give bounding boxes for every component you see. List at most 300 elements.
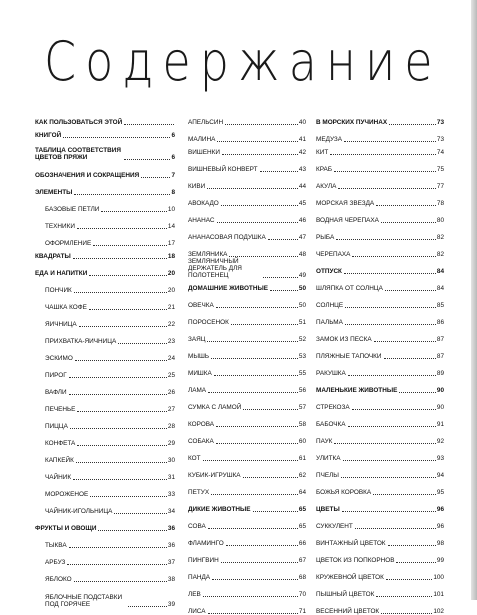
toc-page-number: 22 — [167, 321, 175, 328]
toc-leader-dots — [260, 171, 298, 172]
toc-leader-dots — [226, 545, 298, 546]
toc-leader-dots — [89, 275, 167, 276]
toc-section-entry[interactable] — [35, 515, 175, 532]
toc-entry-label: ЦВЕТЫ — [316, 506, 340, 513]
toc-entry[interactable] — [35, 549, 175, 566]
toc-leader-dots — [76, 462, 167, 463]
toc-page-number: 64 — [298, 489, 306, 496]
toc-entry[interactable] — [188, 581, 306, 598]
toc-page-number: 70 — [298, 591, 306, 598]
toc-page-number: 71 — [298, 608, 306, 615]
toc-page-number: 78 — [436, 200, 444, 207]
toc-entry[interactable] — [316, 547, 444, 564]
toc-page-number: 31 — [167, 474, 175, 481]
toc-leader-dots — [77, 228, 167, 229]
toc-page-number: 73 — [436, 136, 444, 143]
toc-entry[interactable] — [316, 564, 444, 581]
toc-leader-dots — [216, 307, 298, 308]
toc-page-number: 96 — [436, 523, 444, 530]
toc-section-entry[interactable] — [316, 496, 444, 513]
toc-entry-label: ШЛЯПКА ОТ СОЛНЦА — [316, 285, 383, 292]
toc-entry[interactable] — [35, 413, 175, 430]
toc-entry-label: ВИНТАЖНЫЙ ЦВЕТОК — [316, 540, 386, 547]
toc-page-number: 94 — [436, 472, 444, 479]
toc-page-number: 42 — [298, 149, 306, 156]
toc-entry[interactable] — [188, 564, 306, 581]
toc-entry-label: СОБАКА — [188, 438, 214, 445]
toc-entry[interactable] — [35, 213, 175, 230]
toc-leader-dots — [77, 445, 167, 446]
toc-entry-label: В МОРСКИХ ПУЧИНАХ — [316, 119, 388, 126]
toc-leader-dots — [208, 528, 298, 529]
toc-leader-dots — [216, 426, 298, 427]
toc-entry-label: АНАНАС — [188, 217, 215, 224]
toc-section-entry[interactable] — [35, 179, 175, 196]
toc-entry[interactable] — [188, 326, 306, 343]
toc-leader-dots — [270, 290, 298, 291]
toc-entry[interactable] — [35, 566, 175, 583]
toc-entry[interactable] — [35, 196, 175, 213]
toc-entry[interactable] — [188, 241, 306, 258]
toc-leader-dots — [343, 460, 436, 461]
toc-page-number: 26 — [167, 389, 175, 396]
toc-leader-dots — [243, 477, 298, 478]
toc-entry[interactable] — [316, 343, 444, 360]
toc-leader-dots — [344, 273, 436, 274]
toc-entry[interactable] — [35, 311, 175, 328]
toc-entry[interactable] — [188, 530, 306, 547]
toc-page-number: 98 — [436, 540, 444, 547]
toc-page-number: 80 — [436, 217, 444, 224]
toc-entry-label: КУБИК-ИГРУШКА — [188, 472, 241, 479]
toc-entry[interactable] — [188, 411, 306, 428]
toc-page-number: 84 — [436, 285, 444, 292]
toc-entry-label: АПЕЛЬСИН — [188, 119, 224, 126]
toc-leader-dots — [345, 307, 436, 308]
toc-entry-label: ВАФЛИ — [45, 389, 67, 396]
toc-entry-label: ЛИСА — [188, 608, 206, 615]
toc-entry-label: ПЕТУХ — [188, 489, 210, 496]
toc-page-number: 95 — [436, 489, 444, 496]
toc-entry-label: КИВИ — [188, 183, 206, 190]
toc-entry-label: МИШКА — [188, 370, 212, 377]
toc-page-number: 87 — [436, 336, 444, 343]
toc-entry[interactable] — [316, 126, 444, 143]
toc-entry[interactable] — [35, 498, 175, 515]
toc-entry-label: МАЛЕНЬКИЕ ЖИВОТНЫЕ — [316, 387, 398, 394]
toc-leader-dots — [352, 256, 435, 257]
toc-entry-label: СУМКА С ЛАМОЙ — [188, 404, 242, 411]
toc-leader-dots — [386, 579, 432, 580]
toc-entry-label: КИТ — [316, 149, 329, 156]
toc-page-number: 29 — [167, 440, 175, 447]
toc-leader-dots — [334, 171, 436, 172]
toc-entry-label: ПАНДА — [188, 574, 211, 581]
toc-page-number: 50 — [298, 302, 306, 309]
toc-leader-dots — [74, 194, 170, 195]
toc-entry[interactable] — [316, 411, 444, 428]
toc-leader-dots — [89, 309, 167, 310]
toc-entry[interactable] — [316, 445, 444, 462]
toc-leader-dots — [348, 375, 436, 376]
toc-entry[interactable] — [188, 258, 306, 279]
toc-leader-dots — [376, 205, 436, 206]
toc-leader-dots — [221, 562, 298, 563]
toc-entry-label: КОНФЕТА — [45, 440, 76, 447]
toc-leader-dots — [207, 341, 297, 342]
toc-entry[interactable] — [316, 479, 444, 496]
toc-entry[interactable] — [35, 532, 175, 549]
toc-entry-label: ЧЕРЕПАХА — [316, 251, 351, 258]
toc-entry[interactable] — [316, 207, 444, 224]
toc-page-number: 43 — [298, 166, 306, 173]
toc-entry[interactable] — [35, 481, 175, 498]
toc-leader-dots — [352, 409, 436, 410]
toc-entry[interactable] — [188, 143, 306, 156]
toc-page-number: 18 — [167, 253, 175, 260]
toc-entry-label: ПЧЕЛЫ — [316, 472, 339, 479]
toc-entry[interactable] — [35, 379, 175, 396]
toc-entry-label: АКУЛА — [316, 183, 337, 190]
toc-entry[interactable] — [188, 343, 306, 360]
toc-leader-dots — [338, 188, 436, 189]
toc-page-number: 55 — [298, 370, 306, 377]
toc-section-entry[interactable] — [35, 108, 175, 126]
toc-entry-label: КОРОВА — [188, 421, 215, 428]
toc-entry[interactable] — [35, 230, 175, 247]
toc-entry-label: СТРЕКОЗА — [316, 404, 350, 411]
toc-entry-label: АНАНАСОВАЯ ПОДУШКА — [188, 234, 266, 241]
toc-leader-dots — [69, 394, 167, 395]
toc-entry-label: ПЕЧЕНЬЕ — [45, 406, 76, 413]
toc-entry-label: АВОКАДО — [188, 200, 219, 207]
toc-entry-label: ЕДА И НАПИТКИ — [35, 270, 88, 277]
toc-page-number: 68 — [298, 574, 306, 581]
toc-leader-dots — [63, 137, 170, 138]
toc-entry[interactable] — [316, 292, 444, 309]
toc-leader-dots — [124, 124, 174, 125]
toc-leader-dots — [376, 596, 432, 597]
toc-entry-label: ЯБЛОКО — [45, 576, 72, 583]
toc-entry-label: БОЖЬЯ КОРОВКА — [316, 489, 372, 496]
toc-leader-dots — [74, 292, 167, 293]
toc-entry-label: ДОМАШНИЕ ЖИВОТНЫЕ — [188, 285, 268, 292]
toc-entry[interactable] — [316, 513, 444, 530]
toc-entry[interactable] — [188, 126, 306, 143]
toc-entry-label: ЦВЕТОК ИЗ ПОПКОРНОВ — [316, 557, 395, 564]
toc-entry[interactable] — [188, 207, 306, 224]
toc-entry-label: ПЛЯЖНЫЕ ТАПОЧКИ — [316, 353, 382, 360]
toc-leader-dots — [73, 479, 167, 480]
toc-entry-label: ТЫКВА — [45, 542, 67, 549]
toc-entry[interactable] — [316, 394, 444, 411]
toc-entry-label: МОРСКАЯ ЗВЕЗДА — [316, 200, 375, 207]
toc-page-number: 82 — [436, 234, 444, 241]
toc-entry-label: МАЛИНА — [188, 136, 216, 143]
toc-leader-dots — [128, 606, 167, 607]
toc-entry-label: ОТПУСК — [316, 268, 342, 275]
toc-section-entry[interactable] — [188, 279, 306, 292]
toc-entry-label: ЛАМА — [188, 387, 207, 394]
toc-entry[interactable] — [35, 464, 175, 481]
toc-page-number: 8 — [171, 189, 175, 196]
toc-entry-label: МОРОЖЕНОЕ — [45, 491, 89, 498]
toc-section-entry[interactable] — [35, 139, 175, 161]
toc-page-number: 56 — [298, 387, 306, 394]
toc-entry-label: ЯБЛОЧНЫЕ ПОДСТАВКИ ПОД ГОРЯЧЕЕ — [45, 594, 123, 608]
toc-entry-label: БАБОЧКА — [316, 421, 346, 428]
toc-leader-dots — [217, 222, 298, 223]
toc-entry[interactable] — [188, 428, 306, 445]
toc-leader-dots — [225, 124, 298, 125]
toc-leader-dots — [98, 530, 166, 531]
toc-entry-label: ФЛАМИНГО — [188, 540, 224, 547]
toc-entry[interactable] — [188, 224, 306, 241]
toc-page-number: 100 — [433, 574, 444, 581]
toc-entry[interactable] — [35, 294, 175, 311]
toc-page-number: 52 — [298, 336, 306, 343]
toc-page-number: 23 — [167, 338, 175, 345]
toc-entry[interactable] — [188, 598, 306, 615]
page-edge — [471, 0, 477, 600]
toc-page-number: 33 — [167, 491, 175, 498]
toc-entry-label: ОФОРМЛЕНИЕ — [45, 240, 92, 247]
toc-entry-label: КОТ — [188, 455, 201, 462]
toc-entry[interactable] — [316, 241, 444, 258]
toc-entry[interactable] — [316, 173, 444, 190]
toc-entry[interactable] — [35, 396, 175, 413]
toc-entry[interactable] — [188, 547, 306, 564]
toc-page-number: 89 — [436, 370, 444, 377]
toc-entry-label: ЧАЙНИК-ИГОЛЬНИЦА — [45, 508, 113, 515]
toc-page-number: 82 — [436, 251, 444, 258]
toc-entry-label: ВИШНЕВЫЙ КОНВЕРТ — [188, 166, 258, 173]
toc-entry-label: ПИРОГ — [45, 372, 67, 379]
toc-leader-dots — [243, 409, 298, 410]
toc-page-number: 65 — [298, 506, 306, 513]
toc-page-number: 30 — [167, 457, 175, 464]
toc-entry[interactable] — [35, 447, 175, 464]
toc-entry[interactable] — [188, 108, 306, 126]
toc-entry[interactable] — [188, 309, 306, 326]
toc-section-entry[interactable] — [316, 108, 444, 126]
toc-entry[interactable] — [188, 190, 306, 207]
toc-entry[interactable] — [188, 513, 306, 530]
toc-page-number: 38 — [167, 576, 175, 583]
toc-entry[interactable] — [188, 360, 306, 377]
toc-entry-label: ПАУК — [316, 438, 333, 445]
toc-page-number: 51 — [298, 319, 306, 326]
toc-entry-label: ПИНГВИН — [188, 557, 219, 564]
toc-leader-dots — [208, 613, 298, 614]
toc-entry-label: ЗЕМЛЯНИЧНЫЙ ДЕРЖАТЕЛЬ ДЛЯ ПОЛОТЕНЕЦ — [188, 258, 242, 279]
toc-leader-dots — [222, 154, 298, 155]
toc-entry[interactable] — [35, 328, 175, 345]
toc-column-3 — [316, 108, 444, 615]
toc-leader-dots — [344, 141, 436, 142]
toc-column-1 — [35, 108, 175, 608]
toc-entry[interactable] — [316, 428, 444, 445]
toc-section-entry[interactable] — [35, 126, 175, 139]
toc-entry[interactable] — [35, 583, 175, 608]
toc-leader-dots — [384, 358, 436, 359]
toc-page-number: 47 — [298, 234, 306, 241]
toc-leader-dots — [93, 245, 167, 246]
toc-page-number: 73 — [436, 119, 444, 126]
toc-page-number: 96 — [436, 506, 444, 513]
toc-entry-label: СУККУЛЕНТ — [316, 523, 353, 530]
toc-page-number: 6 — [171, 132, 175, 139]
toc-entry-label: ДИКИЕ ЖИВОТНЫЕ — [188, 506, 251, 513]
toc-leader-dots — [114, 513, 167, 514]
toc-page-number: 53 — [298, 353, 306, 360]
toc-section-entry[interactable] — [188, 496, 306, 513]
toc-entry[interactable] — [316, 530, 444, 547]
toc-entry[interactable] — [188, 394, 306, 411]
toc-entry-label: ЭСКИМО — [45, 355, 73, 362]
toc-leader-dots — [253, 511, 298, 512]
toc-entry[interactable] — [316, 598, 444, 615]
toc-entry[interactable] — [316, 326, 444, 343]
toc-section-entry[interactable] — [35, 161, 175, 179]
toc-entry-label: АРБУЗ — [45, 559, 66, 566]
toc-page-number: 28 — [167, 423, 175, 430]
toc-section-entry[interactable] — [35, 247, 175, 260]
toc-leader-dots — [345, 324, 436, 325]
toc-entry-label: БАЗОВЫЕ ПЕТЛИ — [45, 206, 100, 213]
toc-page-number: 21 — [167, 304, 175, 311]
toc-page-number: 84 — [436, 268, 444, 275]
toc-page-number: 6 — [171, 154, 175, 161]
toc-leader-dots — [336, 239, 436, 240]
toc-entry[interactable] — [188, 173, 306, 190]
toc-page-number: 24 — [167, 355, 175, 362]
toc-page-number: 66 — [298, 540, 306, 547]
toc-entry-label: ЯИЧНИЦА — [45, 321, 77, 328]
toc-entry[interactable] — [188, 292, 306, 309]
toc-leader-dots — [75, 360, 167, 361]
toc-entry-label: ЛЕВ — [188, 591, 201, 598]
toc-page-number: 36 — [167, 525, 175, 532]
toc-entry-label: ПИЦЦА — [45, 423, 68, 430]
toc-page-number: 74 — [436, 149, 444, 156]
toc-entry-label: ПОНЧИК — [45, 287, 72, 294]
toc-leader-dots — [263, 277, 298, 278]
toc-page-number: 10 — [167, 206, 175, 213]
toc-entry[interactable] — [35, 277, 175, 294]
toc-page-number: 85 — [436, 302, 444, 309]
toc-entry[interactable] — [188, 445, 306, 462]
toc-entry[interactable] — [316, 581, 444, 598]
toc-entry-label: КВАДРАТЫ — [35, 253, 71, 260]
toc-leader-dots — [208, 392, 298, 393]
toc-page-number: 87 — [436, 353, 444, 360]
toc-page-number: 45 — [298, 200, 306, 207]
toc-section-entry[interactable] — [35, 260, 175, 277]
toc-entry-label: ЗАМОК ИЗ ПЕСКА — [316, 336, 372, 343]
toc-leader-dots — [330, 154, 436, 155]
toc-page-number: 90 — [436, 387, 444, 394]
toc-page-number: 27 — [167, 406, 175, 413]
toc-entry[interactable] — [316, 275, 444, 292]
toc-page-number: 20 — [167, 287, 175, 294]
toc-entry[interactable] — [316, 462, 444, 479]
toc-leader-dots — [70, 428, 167, 429]
toc-leader-dots — [229, 256, 297, 257]
toc-page-number: 58 — [298, 421, 306, 428]
toc-entry[interactable] — [35, 430, 175, 447]
toc-leader-dots — [69, 377, 167, 378]
toc-leader-dots — [214, 375, 298, 376]
toc-section-entry[interactable] — [316, 258, 444, 275]
toc-entry[interactable] — [188, 479, 306, 496]
toc-page-number: 86 — [436, 319, 444, 326]
toc-section-entry[interactable] — [316, 377, 444, 394]
toc-entry[interactable] — [316, 156, 444, 173]
toc-entry[interactable] — [316, 360, 444, 377]
toc-page-number: 46 — [298, 217, 306, 224]
toc-entry-label: ПЫШНЫЙ ЦВЕТОК — [316, 591, 375, 598]
toc-entry[interactable] — [35, 345, 175, 362]
toc-page-number: 50 — [298, 285, 306, 292]
toc-page-number: 25 — [167, 372, 175, 379]
toc-leader-dots — [381, 613, 432, 614]
toc-page-number: 92 — [436, 438, 444, 445]
toc-page-number: 37 — [167, 559, 175, 566]
toc-page-number: 48 — [298, 251, 306, 258]
toc-entry-label: ЭЛЕМЕНТЫ — [35, 189, 73, 196]
toc-entry[interactable] — [316, 309, 444, 326]
toc-entry[interactable] — [316, 190, 444, 207]
toc-leader-dots — [355, 528, 436, 529]
toc-leader-dots — [67, 564, 167, 565]
toc-entry-label: УЛИТКА — [316, 455, 341, 462]
toc-entry-label: ПОРОСЕНОК — [188, 319, 229, 326]
toc-leader-dots — [396, 562, 435, 563]
toc-leader-dots — [69, 547, 167, 548]
toc-entry[interactable] — [188, 377, 306, 394]
toc-entry[interactable] — [316, 224, 444, 241]
toc-page-number: 40 — [298, 119, 306, 126]
toc-entry-label: КНИГОЙ — [35, 132, 62, 139]
toc-entry[interactable] — [35, 362, 175, 379]
toc-leader-dots — [203, 460, 298, 461]
toc-entry-label: СОЛНЦЕ — [316, 302, 344, 309]
toc-entry-label: ОБОЗНАЧЕНИЯ И СОКРАЩЕНИЯ — [35, 172, 140, 179]
toc-entry-label: ПРИХВАТКА-ЯИЧНИЦА — [45, 338, 117, 345]
toc-page-number: 39 — [167, 601, 175, 608]
toc-entry[interactable] — [188, 156, 306, 173]
toc-entry-label: КРУЖЕВНОЙ ЦВЕТОК — [316, 574, 384, 581]
toc-page-number: 62 — [298, 472, 306, 479]
toc-entry-label: ЧАШКА КОФЕ — [45, 304, 87, 311]
toc-entry[interactable] — [316, 143, 444, 156]
toc-page-number: 101 — [433, 591, 444, 598]
toc-leader-dots — [212, 579, 298, 580]
toc-page-number: 67 — [298, 557, 306, 564]
toc-page-number: 49 — [298, 272, 306, 279]
toc-page-number: 20 — [167, 270, 175, 277]
toc-page-number: 60 — [298, 438, 306, 445]
toc-leader-dots — [231, 324, 298, 325]
toc-entry-label: ЗЕМЛЯНИКА — [188, 251, 228, 258]
toc-page-number: 65 — [298, 523, 306, 530]
toc-leader-dots — [118, 343, 167, 344]
toc-leader-dots — [77, 411, 166, 412]
toc-entry[interactable] — [188, 462, 306, 479]
toc-entry-label: ЗАЯЦ — [188, 336, 206, 343]
toc-page-number: 57 — [298, 404, 306, 411]
